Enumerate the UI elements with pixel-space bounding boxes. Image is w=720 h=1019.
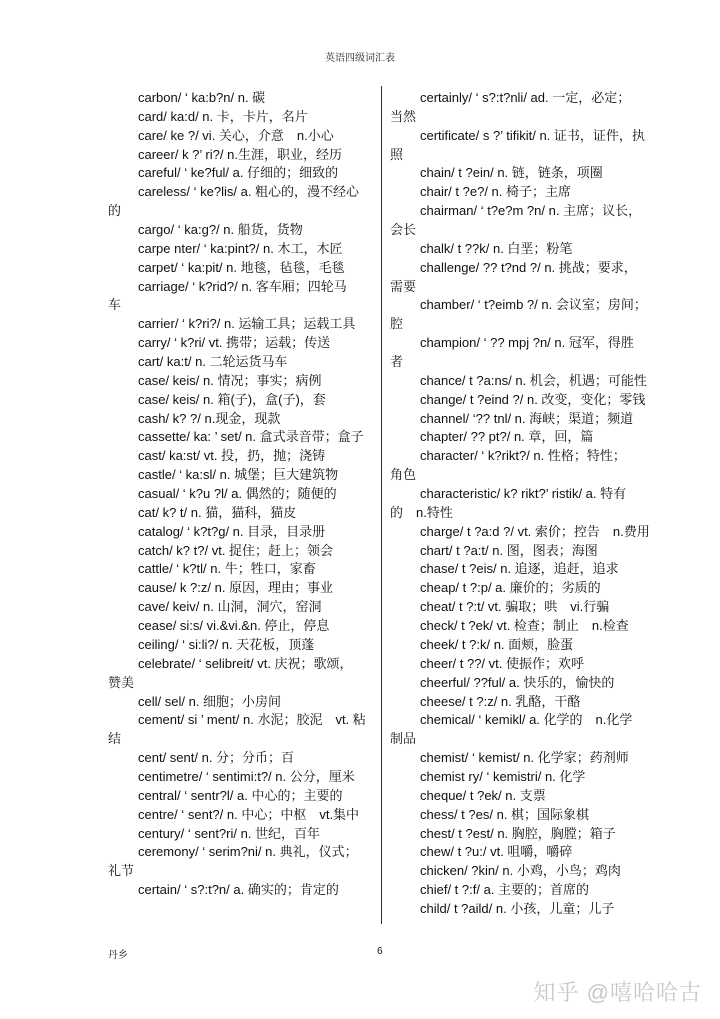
entry-text: care/ ke ?/ vi. 关心，介意 n.小心 bbox=[138, 127, 334, 143]
vocab-entry bbox=[108, 542, 376, 561]
entry-text: chemist ry/ ‘ kemistri/ n. 化学 bbox=[420, 768, 586, 784]
column-divider bbox=[381, 86, 382, 924]
vocab-entry bbox=[390, 240, 658, 259]
entry-text: cease/ si:s/ vi.&vi.&n. 停止，停息 bbox=[138, 618, 330, 634]
entry-text: chapter/ ?? pt?/ n. 章，回，篇 bbox=[420, 429, 594, 445]
entry-text: cassette/ ka: ’ set/ n. 盒式录音带；盒子 bbox=[138, 429, 364, 445]
vocab-entry bbox=[390, 900, 658, 919]
vocab-entry bbox=[108, 504, 376, 523]
entry-text: channel/ ‘?? tnl/ n. 海峡；渠道；频道 bbox=[420, 410, 634, 426]
entry-text: chance/ t ?a:ns/ n. 机会，机遇；可能性 bbox=[420, 372, 647, 388]
vocab-entry bbox=[108, 579, 376, 598]
entry-text: cheque/ t ?ek/ n. 支票 bbox=[420, 787, 546, 803]
vocab-entry bbox=[390, 560, 658, 579]
entry-text: careful/ ‘ ke?ful/ a. 仔细的；细致的 bbox=[138, 165, 339, 181]
vocab-entry bbox=[108, 108, 376, 127]
vocab-entry bbox=[108, 485, 376, 504]
vocab-entry bbox=[390, 410, 658, 429]
entry-text: chase/ t ?eis/ n. 追逐，追赶，追求 bbox=[420, 561, 619, 577]
vocab-entry bbox=[390, 881, 658, 900]
vocab-entry bbox=[108, 466, 376, 485]
entry-text: cell/ sel/ n. 细胞；小房间 bbox=[138, 693, 282, 709]
entry-continuation: 制品 bbox=[390, 731, 417, 747]
entry-text: cast/ ka:st/ vt. 投，扔，抛；浇铸 bbox=[138, 448, 326, 464]
vocab-entry bbox=[390, 485, 658, 523]
entry-text: chemist/ ‘ kemist/ n. 化学家；药剂师 bbox=[420, 750, 629, 766]
entry-text: champion/ ‘ ?? mpj ?n/ n. 冠军，得胜 bbox=[420, 335, 634, 351]
vocab-entry bbox=[108, 825, 376, 844]
entry-text: characteristic/ k? rikt?’ ristik/ a. 特有 bbox=[420, 486, 627, 502]
entry-text: cat/ k? t/ n. 猫，猫科，猫皮 bbox=[138, 504, 297, 520]
entry-text: central/ ‘ sentr?l/ a. 中心的；主要的 bbox=[138, 787, 343, 803]
entry-text: cheese/ t ?:z/ n. 乳酪，干酪 bbox=[420, 693, 581, 709]
vocab-entry bbox=[108, 183, 376, 221]
entry-text: chest/ t ?est/ n. 胸腔，胸膛；箱子 bbox=[420, 825, 616, 841]
vocab-entry bbox=[108, 806, 376, 825]
entry-text: certain/ ‘ s?:t?n/ a. 确实的；肯定的 bbox=[138, 882, 339, 898]
vocab-entry bbox=[390, 862, 658, 881]
entry-continuation: 会长 bbox=[390, 222, 417, 238]
entry-text: catch/ k? t?/ vt. 捉住；赶上；领会 bbox=[138, 542, 334, 558]
entry-text: chemical/ ‘ kemikl/ a. 化学的 n.化学 bbox=[420, 712, 633, 728]
entry-text: child/ t ?aild/ n. 小孩，儿童；儿子 bbox=[420, 900, 615, 916]
entry-text: chalk/ t ??k/ n. 白垩；粉笔 bbox=[420, 240, 573, 256]
vocab-entry bbox=[390, 447, 658, 485]
vocab-entry bbox=[390, 843, 658, 862]
vocab-entry bbox=[390, 428, 658, 447]
vocab-entry bbox=[108, 164, 376, 183]
vocab-entry bbox=[108, 617, 376, 636]
entry-continuation: 的 bbox=[108, 203, 122, 219]
entry-text: chief/ t ?:f/ a. 主要的；首席的 bbox=[420, 882, 590, 898]
vocab-entry bbox=[108, 881, 376, 900]
footer-author: 丹乡 bbox=[108, 950, 128, 961]
vocab-entry bbox=[108, 560, 376, 579]
vocab-entry bbox=[390, 202, 658, 240]
watermark: 知乎 @嘻哈哈古 bbox=[533, 980, 702, 1005]
entry-text: cheek/ t ?:k/ n. 面颊，脸蛋 bbox=[420, 636, 574, 652]
vocab-entry bbox=[108, 334, 376, 353]
entry-text: chain/ t ?ein/ n. 链，链条，项圈 bbox=[420, 165, 603, 181]
right-column bbox=[390, 89, 658, 919]
entry-continuation: 的 n.特性 bbox=[390, 504, 453, 520]
entry-text: career/ k ?’ ri?/ n.生涯，职业，经历 bbox=[138, 146, 342, 162]
entry-text: certificate/ s ?’ tifikit/ n. 证书，证件，执 bbox=[420, 127, 645, 143]
vocab-entry bbox=[390, 259, 658, 297]
entry-continuation: 需要 bbox=[390, 278, 417, 294]
entry-text: chess/ t ?es/ n. 棋；国际象棋 bbox=[420, 806, 590, 822]
vocab-entry bbox=[108, 636, 376, 655]
entry-text: carpet/ ‘ ka:pit/ n. 地毯，毡毯，毛毯 bbox=[138, 259, 345, 275]
vocab-entry bbox=[390, 655, 658, 674]
entry-continuation: 角色 bbox=[390, 467, 417, 483]
vocab-entry bbox=[390, 674, 658, 693]
vocab-entry bbox=[108, 278, 376, 316]
vocab-entry bbox=[390, 127, 658, 165]
entry-continuation: 当然 bbox=[390, 108, 417, 124]
entry-text: challenge/ ?? t?nd ?/ n. 挑战；要求， bbox=[420, 259, 637, 275]
entry-text: careless/ ‘ ke?lis/ a. 粗心的，漫不经心 bbox=[138, 184, 360, 200]
entry-text: chart/ t ?a:t/ n. 图，图表；海图 bbox=[420, 542, 598, 558]
vocab-entry bbox=[108, 410, 376, 429]
entry-text: casual/ ‘ k?u ?l/ a. 偶然的；随便的 bbox=[138, 486, 337, 502]
vocab-entry bbox=[108, 428, 376, 447]
vocab-entry bbox=[390, 749, 658, 768]
entry-continuation: 车 bbox=[108, 297, 122, 313]
entry-text: change/ t ?eind ?/ n. 改变，变化；零钱 bbox=[420, 391, 646, 407]
vocab-entry bbox=[108, 259, 376, 278]
vocab-entry bbox=[108, 693, 376, 712]
entry-text: catalog/ ‘ k?t?g/ n. 目录，目录册 bbox=[138, 523, 326, 539]
vocab-entry bbox=[390, 825, 658, 844]
entry-text: centimetre/ ‘ sentimi:t?/ n. 公分，厘米 bbox=[138, 768, 355, 784]
entry-continuation: 赞美 bbox=[108, 674, 135, 690]
entry-text: carry/ ‘ k?ri/ vt. 携带；运载；传送 bbox=[138, 335, 331, 351]
entry-text: character/ ‘ k?rikt?/ n. 性格；特性； bbox=[420, 448, 626, 464]
entry-text: chamber/ ‘ t?eimb ?/ n. 会议室；房间； bbox=[420, 297, 647, 313]
entry-text: castle/ ‘ ka:sl/ n. 城堡；巨大建筑物 bbox=[138, 467, 339, 483]
vocab-entry bbox=[390, 542, 658, 561]
vocab-entry bbox=[108, 749, 376, 768]
entry-text: cause/ k ?:z/ n. 原因，理由；事业 bbox=[138, 580, 334, 596]
entry-text: cent/ sent/ n. 分；分币；百 bbox=[138, 750, 295, 766]
vocab-entry bbox=[108, 315, 376, 334]
entry-continuation: 照 bbox=[390, 146, 404, 162]
vocab-entry bbox=[108, 598, 376, 617]
entry-text: cave/ keiv/ n. 山洞，洞穴，窑洞 bbox=[138, 599, 322, 615]
entry-text: cart/ ka:t/ n. 二轮运货马车 bbox=[138, 354, 288, 370]
entry-text: cattle/ ‘ k?tl/ n. 牛；牲口，家畜 bbox=[138, 561, 316, 577]
vocab-entry bbox=[390, 768, 658, 787]
entry-text: cement/ si ’ ment/ n. 水泥；胶泥 vt. 粘 bbox=[138, 712, 366, 728]
entry-continuation: 者 bbox=[390, 354, 404, 370]
vocab-entry bbox=[390, 598, 658, 617]
entry-text: cargo/ ‘ ka:g?/ n. 船货，货物 bbox=[138, 222, 303, 238]
entry-text: celebrate/ ‘ selibreit/ vt. 庆祝；歌颂， bbox=[138, 655, 353, 671]
entry-text: cheerful/ ??ful/ a. 快乐的，愉快的 bbox=[420, 674, 615, 690]
vocab-entry bbox=[108, 655, 376, 693]
entry-text: ceiling/ ‘ si:li?/ n. 天花板，顶蓬 bbox=[138, 636, 315, 652]
vocab-entry bbox=[108, 711, 376, 749]
vocab-entry bbox=[390, 164, 658, 183]
entry-text: chairman/ ‘ t?e?m ?n/ n. 主席；议长， bbox=[420, 203, 642, 219]
vocab-entry bbox=[108, 523, 376, 542]
entry-text: cash/ k? ?/ n.现金，现款 bbox=[138, 410, 281, 426]
entry-text: carpe nter/ ‘ ka:pint?/ n. 木工，木匠 bbox=[138, 240, 343, 256]
vocab-entry bbox=[108, 353, 376, 372]
entry-text: cheer/ t ??/ vt. 使振作；欢呼 bbox=[420, 655, 584, 671]
entry-text: century/ ‘ sent?ri/ n. 世纪，百年 bbox=[138, 825, 321, 841]
vocab-entry bbox=[390, 334, 658, 372]
entry-continuation: 腔 bbox=[390, 316, 404, 332]
vocab-entry bbox=[390, 579, 658, 598]
vocab-entry bbox=[390, 89, 658, 127]
entry-text: chew/ t ?u:/ vt. 咀嚼，嚼碎 bbox=[420, 844, 573, 860]
entry-text: chair/ t ?e?/ n. 椅子；主席 bbox=[420, 184, 571, 200]
entry-text: charge/ t ?a:d ?/ vt. 索价；控告 n.费用 bbox=[420, 523, 650, 539]
vocab-entry bbox=[108, 89, 376, 108]
entry-text: cheap/ t ?:p/ a. 廉价的；劣质的 bbox=[420, 580, 601, 596]
vocab-entry bbox=[390, 711, 658, 749]
vocab-entry bbox=[108, 768, 376, 787]
entry-text: card/ ka:d/ n. 卡，卡片，名片 bbox=[138, 108, 308, 124]
entry-text: centre/ ‘ sent?/ n. 中心；中枢 vt.集中 bbox=[138, 806, 360, 822]
vocab-entry bbox=[390, 183, 658, 202]
vocab-entry bbox=[108, 447, 376, 466]
entry-text: case/ keis/ n. 箱(子)，盒(子)，套 bbox=[138, 391, 326, 407]
entry-text: chicken/ ?kin/ n. 小鸡，小鸟；鸡肉 bbox=[420, 863, 621, 879]
vocab-entry bbox=[108, 391, 376, 410]
page-number: 6 bbox=[377, 946, 383, 957]
vocab-entry bbox=[390, 372, 658, 391]
entry-continuation: 礼节 bbox=[108, 863, 135, 879]
vocab-entry bbox=[390, 391, 658, 410]
vocab-entry bbox=[390, 693, 658, 712]
entry-text: cheat/ t ?:t/ vt. 骗取；哄 vi.行骗 bbox=[420, 599, 610, 615]
left-column bbox=[108, 89, 376, 900]
document-title: 英语四级词汇表 bbox=[325, 53, 395, 64]
vocab-entry bbox=[108, 372, 376, 391]
entry-text: ceremony/ ‘ serim?ni/ n. 典礼，仪式； bbox=[138, 844, 358, 860]
entry-continuation: 结 bbox=[108, 731, 122, 747]
entry-text: case/ keis/ n. 情况；事实；病例 bbox=[138, 372, 322, 388]
vocab-entry bbox=[108, 146, 376, 165]
vocab-entry bbox=[108, 843, 376, 881]
vocab-entry bbox=[108, 787, 376, 806]
vocab-entry bbox=[390, 296, 658, 334]
vocab-entry bbox=[108, 240, 376, 259]
vocab-entry bbox=[390, 806, 658, 825]
vocab-entry bbox=[108, 221, 376, 240]
entry-text: carbon/ ‘ ka:b?n/ n. 碳 bbox=[138, 90, 266, 105]
vocab-entry bbox=[390, 617, 658, 636]
vocab-entry bbox=[390, 636, 658, 655]
entry-text: carrier/ ‘ k?ri?/ n. 运输工具；运载工具 bbox=[138, 316, 356, 332]
entry-text: carriage/ ‘ k?rid?/ n. 客车厢；四轮马 bbox=[138, 278, 347, 294]
entry-text: check/ t ?ek/ vt. 检查；制止 n.检查 bbox=[420, 618, 629, 634]
vocab-entry bbox=[390, 523, 658, 542]
vocab-entry bbox=[390, 787, 658, 806]
vocab-entry bbox=[108, 127, 376, 146]
entry-text: certainly/ ‘ s?:t?nli/ ad. 一定，必定； bbox=[420, 90, 631, 105]
